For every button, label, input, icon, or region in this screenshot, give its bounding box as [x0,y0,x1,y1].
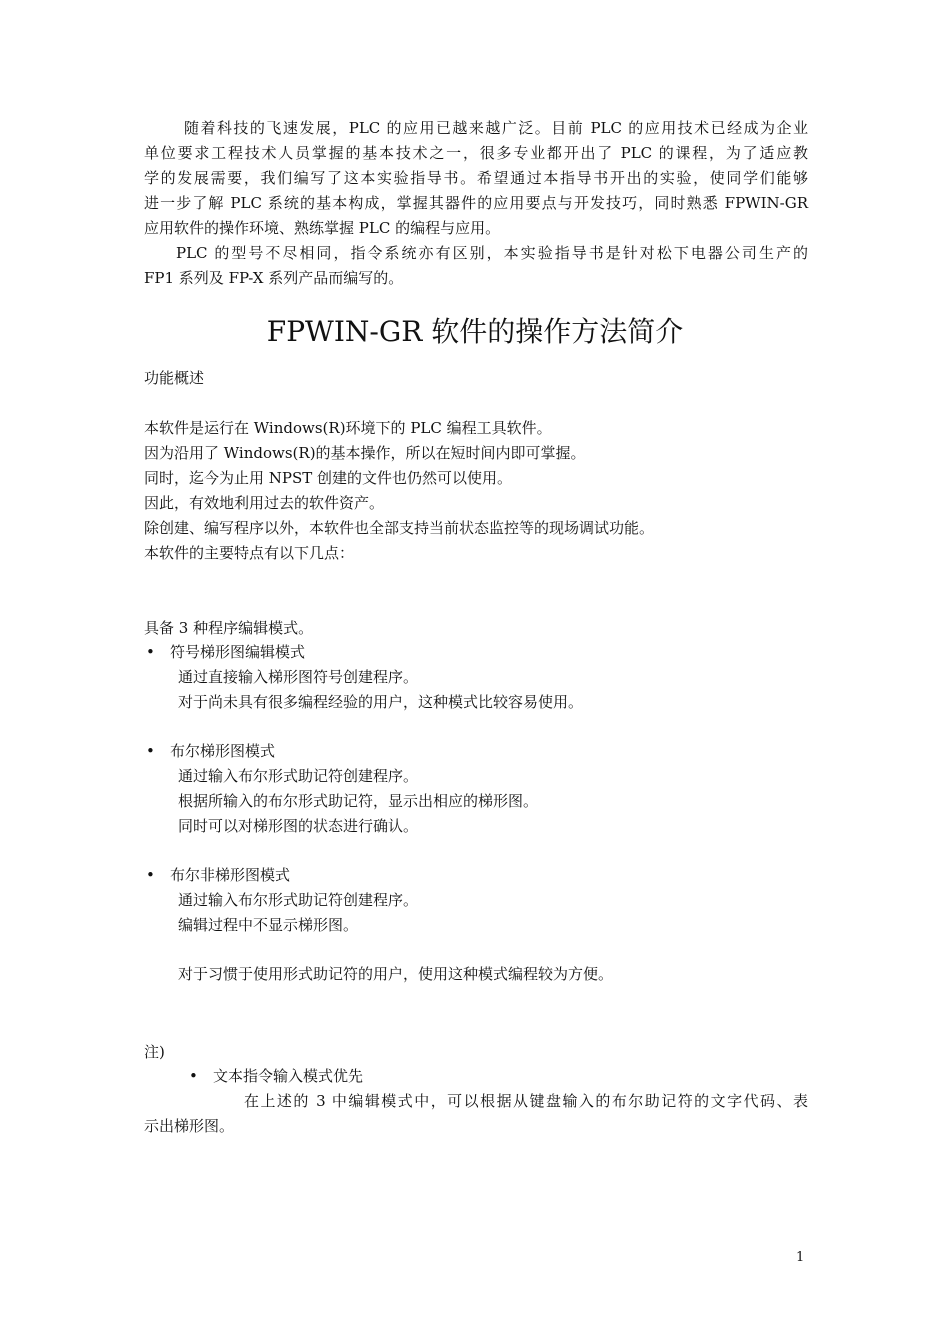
intro-p2-line: FP1 系列及 FP-X 系列产品而编写的。 [144,269,404,287]
note-item [189,1064,363,1089]
overview-heading: 功能概述 [144,369,205,387]
bullet-icon: • [146,643,155,661]
overview-line: 同时，迄今为止用 NPST 创建的文件也仍然可以使用。 [144,469,513,487]
intro-paragraph-1 [144,116,808,241]
intro-p1-line: 单位要求工程技术人员掌握的基本技术之一，很多专业都开出了 PLC 的课程，为了适应教 [144,144,808,162]
mode-label: 布尔梯形图模式 [170,742,276,760]
mode-description [178,888,418,938]
mode-desc-line: 同时可以对梯形图的状态进行确认。 [178,817,419,835]
mode-label: 符号梯形图编辑模式 [170,643,306,661]
intro-p2-line: PLC 的型号不尽相同，指令系统亦有区别，本实验指导书是针对松下电器公司生产的 [176,244,808,262]
overview-line: 本软件的主要特点有以下几点： [144,544,355,562]
bullet-icon: • [189,1067,198,1085]
overview-line: 因为沿用了 Windows(R)的基本操作，所以在短时间内即可掌握。 [144,444,586,462]
mode-desc-line: 对于尚未具有很多编程经验的用户，这种模式比较容易使用。 [178,693,584,711]
mode-desc-line: 通过输入布尔形式助记符创建程序。 [178,767,419,785]
mode-desc-line: 通过输入布尔形式助记符创建程序。 [178,891,419,909]
bullet-icon: • [146,742,155,760]
modes-intro: 具备 3 种程序编辑模式。 [144,619,314,637]
note-paragraph [144,1089,808,1139]
note-label: 注) [144,1043,165,1061]
intro-p1-line: 进一步了解 PLC 系统的基本构成，掌握其器件的应用要点与开发技巧，同时熟悉 FPWIN-GR [144,194,808,212]
intro-p1-line: 随着科技的飞速发展，PLC 的应用已越来越广泛。目前 PLC 的应用技术已经成为企业 [184,119,808,137]
mode-desc-line: 根据所输入的布尔形式助记符，显示出相应的梯形图。 [178,792,539,810]
overview-lines [144,416,654,566]
overview-line: 除创建、编写程序以外，本软件也全部支持当前状态监控等的现场调试功能。 [144,519,655,537]
modes-closing: 对于习惯于使用形式助记符的用户，使用这种模式编程较为方便。 [178,965,614,983]
note-line: 示出梯形图。 [144,1117,235,1135]
overview-line: 因此，有效地利用过去的软件资产。 [144,494,385,512]
bullet-icon: • [146,866,155,884]
mode-description [178,764,538,839]
mode-label: 布尔非梯形图模式 [170,866,291,884]
mode-description [178,665,583,715]
intro-p1-line: 应用软件的操作环境、熟练掌握 PLC 的编程与应用。 [144,219,501,237]
intro-p1-line: 学的发展需要，我们编写了这本实验指导书。希望通过本指导书开出的实验，使同学们能够 [144,169,808,187]
mode-desc-line: 编辑过程中不显示梯形图。 [178,916,359,934]
overview-line: 本软件是运行在 Windows(R)环境下的 PLC 编程工具软件。 [144,419,552,437]
document-title: FPWIN-GR 软件的操作方法简介 [266,315,684,348]
page-number: 1 [796,1250,805,1265]
mode-item [146,640,305,665]
mode-desc-line: 通过直接输入梯形图符号创建程序。 [178,668,419,686]
mode-item [146,739,275,764]
intro-paragraph-2 [144,241,808,291]
note-line: 在上述的 3 中编辑模式中，可以根据从键盘输入的布尔助记符的文字代码、表 [244,1092,808,1110]
mode-item [146,863,290,888]
note-bullet-label: 文本指令输入模式优先 [213,1067,364,1085]
